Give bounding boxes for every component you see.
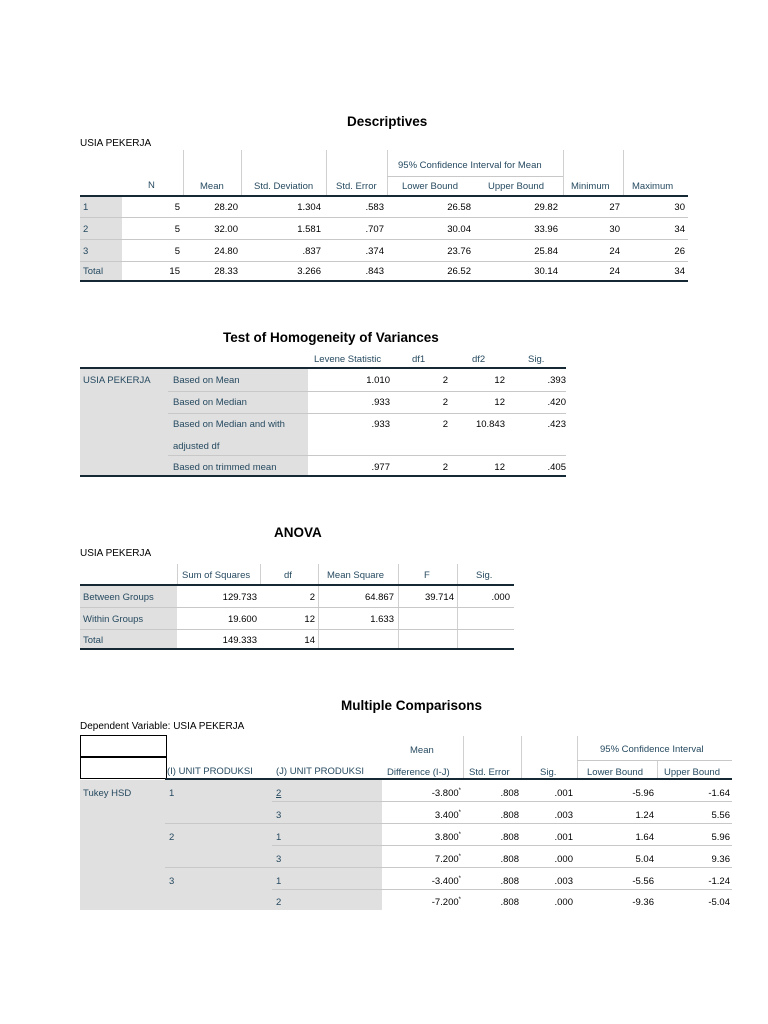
cell-std-deviation: 1.304	[297, 202, 321, 213]
descriptives-variable: USIA PEKERJA	[80, 138, 152, 149]
homogeneity-title: Test of Homogeneity of Variances	[223, 330, 439, 345]
table-bottom-rule	[80, 475, 566, 477]
cell-n: 15	[169, 266, 180, 277]
cell-std-deviation: 3.266	[297, 266, 321, 277]
method-label: Tukey HSD	[83, 788, 132, 799]
col-df: df	[284, 570, 292, 581]
cell-std-error: .583	[365, 202, 384, 213]
grid-line	[521, 736, 522, 778]
mean-value: 7.200	[434, 854, 459, 865]
cell-sig: .003	[554, 876, 573, 887]
mean-value: -3.800	[431, 788, 459, 799]
cell-upper-bound: 5.96	[711, 832, 730, 843]
header-rule	[80, 195, 688, 197]
col-i-unit: (I) UNIT PRODUKSI	[167, 766, 253, 777]
cell-std-error: .808	[500, 832, 519, 843]
mean-value: -3.400	[431, 876, 459, 887]
col-mean-square: Mean Square	[327, 570, 385, 581]
cell-j: 1	[276, 876, 282, 887]
row-label: 1	[83, 202, 89, 213]
cell-df2: 12	[494, 462, 505, 473]
row-label: Based on Median and with	[173, 419, 285, 430]
corner-box	[80, 735, 167, 757]
group-label: USIA PEKERJA	[83, 375, 151, 386]
row-label-continued: adjusted df	[173, 441, 220, 452]
grid-line	[387, 150, 388, 196]
cell-lower-bound: -5.96	[632, 788, 654, 799]
cell-n: 5	[174, 202, 180, 213]
row-divider	[272, 845, 732, 846]
cell-sig: .000	[491, 592, 510, 603]
cell-levene-statistic: .933	[371, 397, 390, 408]
row-label: Total	[83, 635, 104, 646]
cell-std-deviation: 1.581	[297, 224, 321, 235]
cell-upper-bound: 29.82	[534, 202, 558, 213]
col-std-deviation: Std. Deviation	[254, 181, 314, 192]
cell-df1: 2	[442, 375, 448, 386]
cell-mean-square: 1.633	[370, 614, 394, 625]
col-mean-top: Mean	[410, 745, 434, 756]
cell-mean-difference	[432, 788, 461, 799]
grid-line	[577, 760, 732, 761]
cell-lower-bound: 1.64	[635, 832, 654, 843]
cell-upper-bound: 30.14	[534, 266, 558, 277]
cell-df: 12	[304, 614, 315, 625]
grid-line	[387, 176, 563, 177]
col-upper-bound: Upper Bound	[664, 767, 720, 778]
col-df2: df2	[472, 354, 486, 365]
table-bottom-rule	[80, 648, 514, 650]
grid-line	[623, 150, 624, 196]
cell-mean-square: 64.867	[364, 592, 394, 603]
significance-star: *	[458, 788, 461, 794]
ci-header: 95% Confidence Interval for Mean	[398, 160, 542, 171]
col-sig: Sig.	[528, 354, 545, 365]
cell-levene-statistic: .977	[371, 462, 390, 473]
row-label: Based on Mean	[173, 375, 240, 386]
mean-value: 3.800	[434, 832, 459, 843]
cell-std-error: .707	[365, 224, 384, 235]
col-j-unit: (J) UNIT PRODUKSI	[276, 766, 364, 777]
ci-header: 95% Confidence Interval	[600, 744, 704, 755]
cell-upper-bound: 5.56	[711, 810, 730, 821]
row-divider	[168, 391, 566, 392]
cell-sum-of-squares: 149.333	[222, 635, 257, 646]
cell-lower-bound: -9.36	[632, 897, 654, 908]
cell-upper-bound: 9.36	[711, 854, 730, 865]
cell-sig: .003	[554, 810, 573, 821]
row-label: Based on trimmed mean	[173, 462, 277, 473]
grid-line	[657, 760, 658, 778]
cell-lower-bound: 30.04	[447, 224, 471, 235]
cell-j: 3	[276, 854, 282, 865]
cell-mean-difference	[435, 854, 461, 865]
cell-lower-bound: 23.76	[447, 246, 471, 257]
row-divider	[272, 801, 732, 802]
grid-line	[457, 564, 458, 586]
cell-std-error: .808	[500, 810, 519, 821]
cell-minimum: 24	[609, 246, 620, 257]
cell-maximum: 26	[674, 246, 685, 257]
row-label: Based on Median	[173, 397, 247, 408]
grid-line	[318, 564, 319, 586]
comparisons-title: Multiple Comparisons	[341, 698, 483, 713]
grid-line	[563, 150, 564, 196]
cell-lower-bound: 26.52	[447, 266, 471, 277]
significance-star: *	[458, 810, 461, 816]
cell-lower-bound: 26.58	[447, 202, 471, 213]
grid-line	[183, 150, 184, 196]
row-label: Within Groups	[83, 614, 144, 625]
cell-levene-statistic: .933	[371, 419, 390, 430]
col-upper-bound: Upper Bound	[488, 181, 544, 192]
cell-df1: 2	[442, 462, 448, 473]
cell-mean-difference	[435, 810, 461, 821]
cell-lower-bound: 5.04	[635, 854, 654, 865]
significance-star: *	[458, 832, 461, 838]
cell-sig: .420	[547, 397, 566, 408]
row-divider	[80, 239, 688, 240]
col-n: N	[148, 180, 155, 191]
row-divider	[80, 607, 514, 608]
cell-std-error: .808	[500, 897, 519, 908]
cell-sig: .423	[547, 419, 566, 430]
cell-std-error: .808	[500, 876, 519, 887]
cell-std-error: .808	[500, 854, 519, 865]
row-divider	[168, 455, 566, 456]
cell-i: 3	[169, 876, 175, 887]
cell-sig: .393	[547, 375, 566, 386]
col-mean-difference: Difference (I-J)	[387, 767, 450, 778]
cell-minimum: 24	[609, 266, 620, 277]
descriptives-title: Descriptives	[347, 114, 428, 129]
col-std-error: Std. Error	[469, 767, 510, 778]
anova-title: ANOVA	[274, 525, 322, 540]
grid-line	[326, 150, 327, 196]
col-df1: df1	[412, 354, 426, 365]
cell-df2: 12	[494, 375, 505, 386]
row-divider	[80, 217, 688, 218]
cell-j: 3	[276, 810, 282, 821]
cell-std-error: .808	[500, 788, 519, 799]
cell-mean-difference	[435, 832, 461, 843]
grid-line	[398, 586, 399, 648]
cell-mean: 28.20	[214, 202, 238, 213]
cell-n: 5	[174, 224, 180, 235]
anova-variable: USIA PEKERJA	[80, 548, 152, 559]
significance-star: *	[458, 876, 461, 882]
grid-line	[241, 150, 242, 196]
cell-sig: .000	[554, 854, 573, 865]
cell-sig: .000	[554, 897, 573, 908]
grid-line	[398, 564, 399, 586]
cell-df2: 12	[494, 397, 505, 408]
col-sig: Sig.	[476, 570, 493, 581]
grid-line	[463, 736, 464, 778]
cell-sig: .405	[547, 462, 566, 473]
cell-lower-bound: -5.56	[632, 876, 654, 887]
significance-star: *	[458, 897, 461, 903]
corner-box	[80, 757, 167, 779]
row-label: Between Groups	[83, 592, 154, 603]
cell-j: 2	[276, 897, 282, 908]
cell-maximum: 30	[674, 202, 685, 213]
col-sum-of-squares: Sum of Squares	[182, 570, 251, 581]
cell-df: 14	[304, 635, 315, 646]
significance-star: *	[458, 854, 461, 860]
col-lower-bound: Lower Bound	[402, 181, 458, 192]
cell-j: 1	[276, 832, 282, 843]
row-divider	[80, 629, 514, 630]
grid-line	[177, 564, 178, 586]
cell-df1: 2	[442, 419, 448, 430]
row-divider	[165, 823, 732, 824]
cell-maximum: 34	[674, 224, 685, 235]
cell-sum-of-squares: 19.600	[227, 614, 257, 625]
col-minimum: Minimum	[571, 181, 610, 192]
row-label: Total	[83, 266, 104, 277]
cell-df1: 2	[442, 397, 448, 408]
row-label: 3	[83, 246, 89, 257]
cell-mean: 24.80	[214, 246, 238, 257]
cell-sum-of-squares: 129.733	[222, 592, 257, 603]
row-label: 2	[83, 224, 89, 235]
mean-value: 3.400	[434, 810, 459, 821]
grid-line	[457, 586, 458, 648]
row-divider	[272, 889, 732, 890]
cell-std-error: .374	[365, 246, 384, 257]
cell-i: 2	[169, 832, 175, 843]
col-f: F	[424, 570, 430, 581]
cell-mean-difference	[432, 897, 461, 908]
mean-value: -7.200	[431, 897, 459, 908]
cell-mean: 32.00	[214, 224, 238, 235]
col-std-error: Std. Error	[336, 181, 377, 192]
cell-mean-difference	[432, 876, 461, 887]
cell-std-deviation: .837	[302, 246, 321, 257]
col-sig: Sig.	[540, 767, 557, 778]
row-divider	[168, 413, 566, 414]
cell-minimum: 27	[609, 202, 620, 213]
row-divider	[80, 261, 688, 262]
cell-mean: 28.33	[214, 266, 238, 277]
cell-j: 2	[276, 788, 282, 799]
dependent-variable-label: Dependent Variable: USIA PEKERJA	[80, 721, 245, 732]
cell-sig: .001	[554, 788, 573, 799]
cell-std-error: .843	[365, 266, 384, 277]
col-levene-statistic: Levene Statistic	[314, 354, 382, 365]
cell-upper-bound: -5.04	[708, 897, 730, 908]
grid-line	[318, 586, 319, 648]
cell-i: 1	[169, 788, 175, 799]
grid-line	[260, 564, 261, 586]
cell-n: 5	[174, 246, 180, 257]
cell-upper-bound: -1.24	[708, 876, 730, 887]
cell-maximum: 34	[674, 266, 685, 277]
row-divider	[165, 867, 732, 868]
cell-df2: 10.843	[475, 419, 505, 430]
cell-df: 2	[309, 592, 315, 603]
cell-sig: .001	[554, 832, 573, 843]
col-maximum: Maximum	[632, 181, 674, 192]
col-lower-bound: Lower Bound	[587, 767, 643, 778]
cell-levene-statistic: 1.010	[366, 375, 390, 386]
col-mean: Mean	[200, 181, 224, 192]
cell-lower-bound: 1.24	[635, 810, 654, 821]
cell-f: 39.714	[424, 592, 454, 603]
cell-upper-bound: 25.84	[534, 246, 558, 257]
cell-minimum: 30	[609, 224, 620, 235]
grid-line	[577, 736, 578, 778]
table-bottom-rule	[80, 280, 688, 282]
cell-upper-bound: -1.64	[708, 788, 730, 799]
cell-upper-bound: 33.96	[534, 224, 558, 235]
